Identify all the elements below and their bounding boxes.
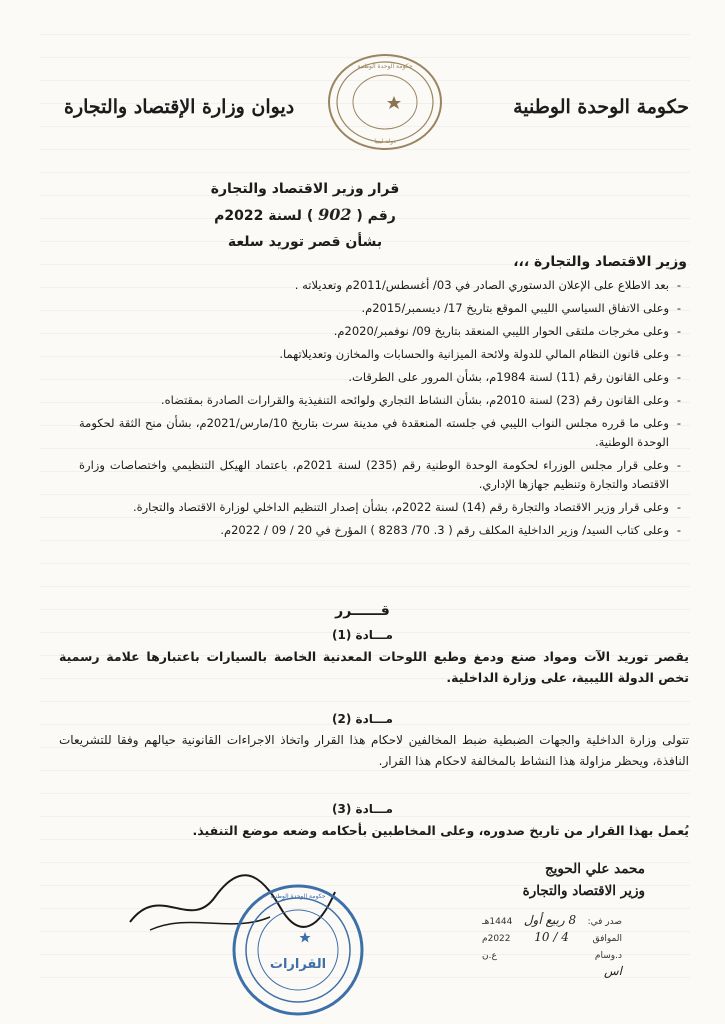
stamp-label: القرارات [269, 957, 327, 972]
decree-title-line1: قرار وزير الاقتصاد والتجارة [210, 181, 400, 197]
article-3-heading: مـــادة (3) [332, 802, 393, 816]
minister-label: وزير الاقتصاد والتجارة ،،، [513, 254, 687, 270]
preamble-item: - وعلى قرار وزير الاقتصاد والتجارة رقم (14) لسنة 2022م، بشأن إصدار التنظيم الداخلي لوزارة الاقتصاد والتجارة. [132, 500, 682, 514]
ref-row-code3 [482, 961, 622, 978]
signatory-title: وزير الاقتصاد والتجارة [522, 883, 645, 899]
preamble-list [79, 276, 689, 544]
ref-row-codes [482, 944, 622, 961]
ref-code2: د.وسام [594, 951, 622, 961]
ref-row-corresponding [482, 927, 622, 944]
preamble-item: - وعلى كتاب السيد/ وزير الداخلية المكلف رقم ( 3. 70/ 8283 ) المؤرخ في 20 / 09 / 2022م. [220, 523, 682, 537]
preamble-item: - وعلى ما قرره مجلس النواب الليبي في جلسته المنعقدة في مدينة سرت بتاريخ 10/مارس/2021م، بشأن منح الثقة لحكومة الوحدة الوطنية. [79, 416, 682, 449]
decree-title-line2 [185, 202, 425, 229]
official-stamp-icon [228, 880, 368, 1020]
decree-title-line3: بشأن قصر توريد سلعة [227, 234, 383, 250]
ref-code1: ع.ن [482, 951, 497, 961]
article-2-body: تتولى وزارة الداخلية والجهات الضبطية ضبط المخالفين لاحكام هذا القرار واتخاذ الاجراءات القانونية حيالهم وفقا للتشريعات النافذة، ويحظر مزاولة هذا النشاط بالمخالفة لاحكام هذا القرار. [59, 733, 689, 768]
article-1-heading: مـــادة (1) [332, 628, 393, 642]
ref-gregorian: 4 / 10 [534, 930, 569, 944]
ref-code3: اس [604, 964, 622, 978]
preamble-item: - وعلى قانون النظام المالي للدولة ولائحة الميزانية والحسابات والمخازن وتعديلاتهما. [279, 347, 682, 361]
article-3-body: يُعمل بهذا القرار من تاريخ صدوره، وعلى المخاطبين بأحكامه وضعه موضع التنفيذ. [192, 823, 689, 838]
article-2-heading: مـــادة (2) [332, 712, 393, 726]
ref-corresponding-label: الموافق [592, 934, 622, 944]
header-ministry-office: ديوان وزارة الإقتصاد والتجارة [64, 96, 295, 118]
ref-issued-hijri: 8 ربيع أول [523, 913, 577, 927]
decree-title-block [185, 176, 425, 255]
decree-word-heading: قــــــرر [335, 603, 390, 619]
ref-hijri-year: 1444هـ [482, 917, 513, 927]
svg-text:حكومة الوحدة الوطنية: حكومة الوحدة الوطنية [357, 63, 413, 70]
ref-gregorian-year: 2022م [482, 934, 511, 944]
article-1-body: يقصر توريد الآت ومواد صنع ودمغ وطبع اللوحات المعدنية الخاصة بالسيارات باعتبارها علامة رسمية تخص الدولة الليبية، على وزارة الداخلية. [59, 649, 689, 685]
libya-emblem-icon [326, 52, 444, 152]
preamble-item: - وعلى قرار مجلس الوزراء لحكومة الوحدة الوطنية رقم (235) لسنة 2021م، باعتماد الهيكل التنظيمي واختصاصات وزارة الاقتصاد والتجارة وتنظيم جهازها الإداري. [79, 458, 682, 491]
stamp-ring-text: حكومة الوحدة الوطنية [270, 893, 326, 900]
preamble-item: - وعلى القانون رقم (23) لسنة 2010م، بشأن النشاط التجاري ولوائحه التنفيذية والقرارات الصادرة بمقتضاه. [160, 393, 682, 407]
signatory-name: محمد علي الحويج [544, 861, 645, 877]
preamble-item: - وعلى القانون رقم (11) لسنة 1984م، بشأن المرور على الطرقات. [348, 370, 682, 384]
decree-number-handwritten: 902 [318, 205, 352, 224]
preamble-item: - بعد الاطلاع على الإعلان الدستوري الصادر في 03/ أغسطس/2011م وتعديلاته . [294, 278, 682, 292]
decree-number-prefix: رقم ( [356, 208, 396, 224]
preamble-item: - وعلى مخرجات ملتقى الحوار الليبي المنعقد بتاريخ 09/ نوفمبر/2020م. [333, 324, 682, 338]
ref-issued-label: صدر في: [587, 917, 622, 927]
ref-row-issued [482, 910, 622, 927]
preamble-item: - وعلى الاتفاق السياسي الليبي الموقع بتاريخ 17/ ديسمبر/2015م. [361, 301, 682, 315]
reference-block [482, 910, 622, 978]
signature-block [445, 858, 645, 902]
decree-number-suffix: ) لسنة 2022م [214, 208, 314, 224]
svg-text:دولة ليبيا: دولة ليبيا [374, 138, 396, 145]
header-government: حكومة الوحدة الوطنية [513, 96, 689, 118]
